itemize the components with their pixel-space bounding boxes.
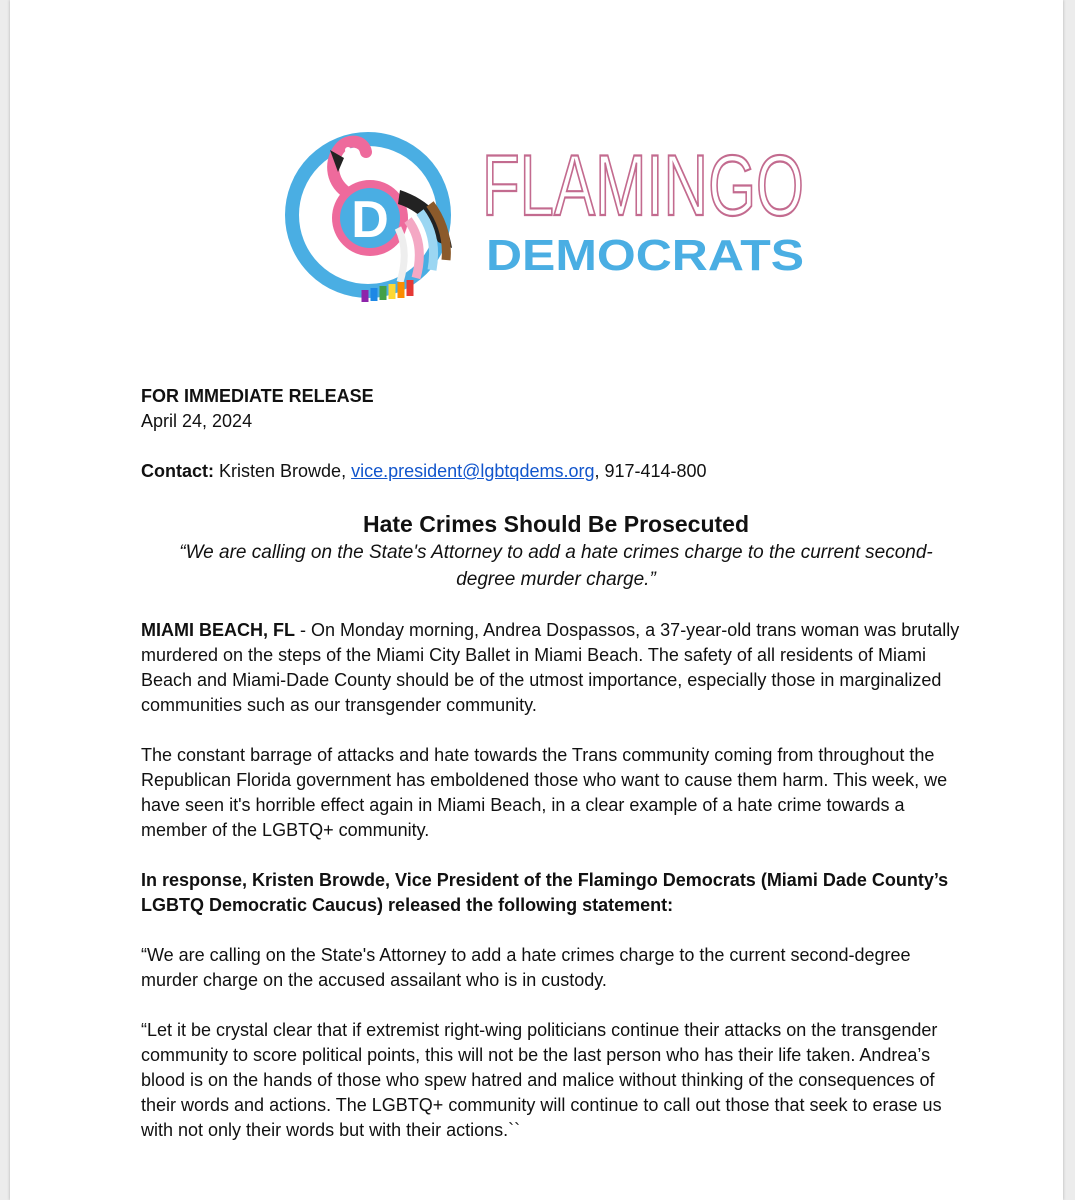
tail-stripe-pink <box>408 220 419 278</box>
contact-name: Kristen Browde, <box>219 461 352 481</box>
headline: Hate Crimes Should Be Prosecuted <box>363 511 749 537</box>
paragraph-1 <box>141 618 971 718</box>
flamingo-democrats-logo <box>280 120 820 310</box>
paragraph-1-text: - On Monday morning, Andrea Dospassos, a 37-year-old trans woman was brutally murdered on the steps of the Miami City Ballet in Miami Beach. The safety of all residents of Miami Beach and Miami-Dade County should be of the utmost importance, especially those in marginalized communities such as our transgender community. <box>141 620 960 715</box>
paragraph-2: The constant barrage of attacks and hate towards the Trans community coming from throughout the Republican Florida government has emboldened those who want to cause them harm. This week, we have seen it's horrible effect again in Miami Beach, in a clear example of a hate crime towards a member of the LGBTQ+ community. <box>141 745 948 840</box>
subheadline: “We are calling on the State's Attorney to add a hate crimes charge to the current second-degree murder charge.” <box>179 542 933 590</box>
logo-word-flamingo: FLAMINGO <box>482 138 804 234</box>
flamingo-eye <box>345 147 351 153</box>
release-date: April 24, 2024 <box>141 411 253 431</box>
logo-d-letter: D <box>351 191 389 249</box>
logo-word-democrats: DEMOCRATS <box>486 231 804 280</box>
contact-phone: , 917-414-800 <box>594 461 707 481</box>
dateline: MIAMI BEACH, FL <box>141 620 295 640</box>
press-release-page <box>10 0 1063 1200</box>
contact-label: Contact: <box>141 461 214 481</box>
release-label: FOR IMMEDIATE RELEASE <box>141 386 374 406</box>
contact-email-link[interactable]: vice.president@lgbtqdems.org <box>351 461 595 481</box>
tail-stripe-white <box>398 228 404 282</box>
contact-line <box>141 459 971 484</box>
statement-intro: In response, Kristen Browde, Vice President of the Flamingo Democrats (Miami Dade County’s LGBTQ Democratic Caucus) released the following statement: <box>141 870 949 915</box>
release-body <box>141 384 971 1143</box>
quote-paragraph-1: “We are calling on the State's Attorney to add a hate crimes charge to the current second-degree murder charge on the accused assailant who is in custody. <box>141 945 911 990</box>
quote-paragraph-2: “Let it be crystal clear that if extremist right-wing politicians continue their attacks on the transgender community to score political points, this will not be the last person who has their life taken. Andrea’s blood is on the hands of those who spew hatred and malice without thinking of the consequences of their words and actions. The LGBTQ+ community will continue to call out those that seek to erase us with not only their words but with their actions.`` <box>141 1020 942 1140</box>
